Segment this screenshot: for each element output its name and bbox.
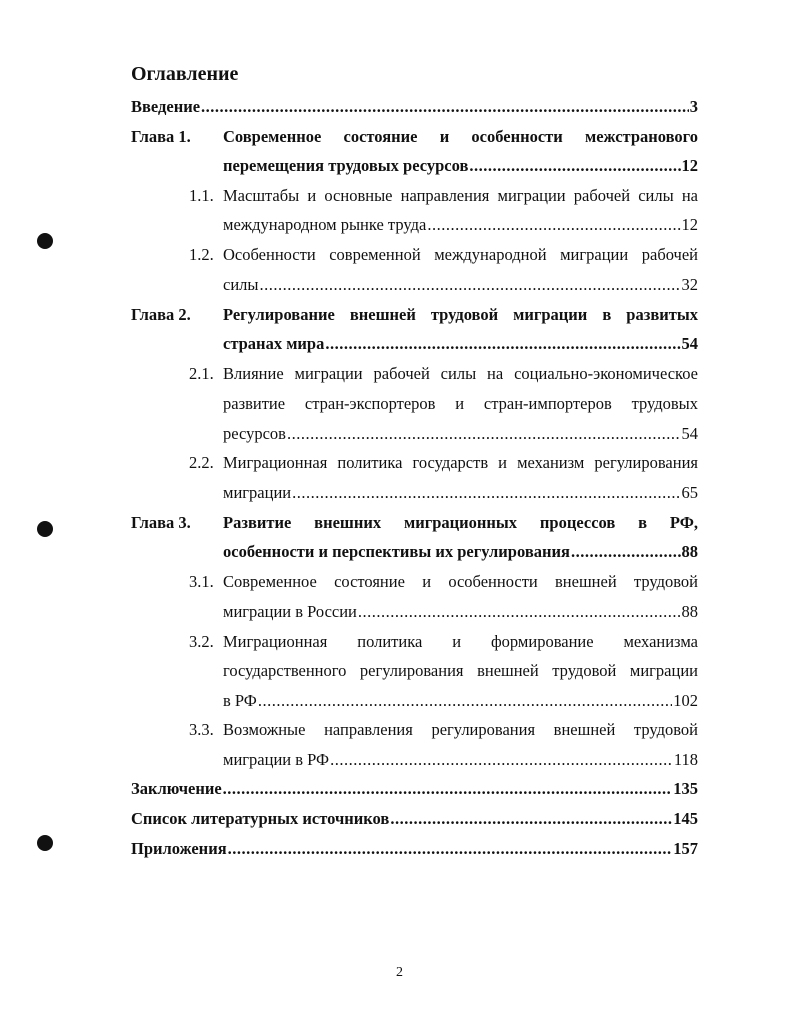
section-title-line: миграции в России [223,602,357,621]
dot-leader [223,778,673,800]
toc-page-number: 12 [681,215,698,234]
punch-hole-icon [37,233,53,249]
toc-label: Приложения [131,839,227,858]
section-title-line[interactable]: Возможные направления регулирования внешней трудовой [223,720,698,739]
toc-entry-section-1-2[interactable] [223,274,698,296]
section-number: 3.1. [189,572,214,591]
toc-page-number: 118 [673,750,698,769]
section-number: 3.3. [189,720,214,739]
page-title: Оглавление [131,63,239,85]
section-number: 3.2. [189,632,214,651]
toc-label: Список литературных источников [131,809,390,828]
toc-entry-section-2-1[interactable] [223,423,698,445]
toc-page-number: 12 [681,156,698,175]
toc-entry-section-3-1[interactable] [223,601,698,623]
dot-leader [325,333,680,355]
dot-leader [292,482,680,504]
toc-page-number: 32 [681,275,698,294]
dot-leader [469,155,680,177]
chapter-label: Глава 1. [131,127,191,146]
dot-leader [259,274,680,296]
toc-page-number: 54 [681,424,698,443]
section-title-line: международном рынке труда [223,215,427,234]
toc-entry-chapter-1[interactable] [223,155,698,177]
toc-entry-section-2-2[interactable] [223,482,698,504]
toc-page-number: 145 [673,809,698,828]
page-number: 2 [396,965,403,980]
section-title-line[interactable]: Современное состояние и особенности внешней трудовой [223,572,698,591]
section-title-line[interactable]: Влияние миграции рабочей силы на социально-экономическое [223,364,698,383]
toc-page-number: 102 [673,691,698,710]
toc-entry-intro[interactable] [131,96,698,118]
section-number: 1.2. [189,245,214,264]
chapter-label: Глава 2. [131,305,191,324]
dot-leader [330,749,673,771]
toc-page-number: 88 [681,542,698,561]
section-title-line[interactable]: Миграционная политика государств и механизм регулирования [223,453,698,472]
toc-label: Введение [131,97,201,116]
toc-entry-references[interactable] [131,808,698,830]
toc-page-number: 157 [673,839,698,858]
toc-entry-section-3-2[interactable] [223,690,698,712]
toc-entry-section-1-1[interactable] [223,214,698,236]
toc-label: Заключение [131,779,222,798]
toc-page-number: 3 [689,97,698,116]
chapter-title-line: странах мира [223,334,325,353]
dot-leader [201,96,689,118]
section-title-line[interactable]: Миграционная политика и формирование механизма [223,632,698,651]
dot-leader [571,541,681,563]
section-number: 2.2. [189,453,214,472]
dot-leader [287,423,681,445]
toc-entry-section-3-3[interactable] [223,749,698,771]
toc-page-number: 88 [681,602,698,621]
section-title-line: в РФ [223,691,257,710]
dot-leader [228,838,673,860]
section-title-line: миграции в РФ [223,750,330,769]
chapter-title-line: особенности и перспективы их регулирования [223,542,570,561]
section-number: 1.1. [189,186,214,205]
punch-hole-icon [37,521,53,537]
toc-page-number: 65 [681,483,698,502]
dot-leader [390,808,672,830]
chapter-title-line[interactable]: Развитие внешних миграционных процессов в РФ, [223,513,698,532]
section-title-line[interactable]: развитие стран-экспортеров и стран-импортеров трудовых [223,394,698,413]
chapter-title-line[interactable]: Регулирование внешней трудовой миграции в развитых [223,305,698,324]
toc-entry-chapter-2[interactable] [223,333,698,355]
toc-page-number: 135 [673,779,698,798]
toc-entry-appendix[interactable] [131,838,698,860]
punch-hole-icon [37,835,53,851]
chapter-label: Глава 3. [131,513,191,532]
section-number: 2.1. [189,364,214,383]
section-title-line[interactable]: Масштабы и основные направления миграции рабочей силы на [223,186,698,205]
toc-page-number: 54 [681,334,698,353]
section-title-line: силы [223,275,259,294]
toc-entry-chapter-3[interactable] [223,541,698,563]
section-title-line: миграции [223,483,292,502]
chapter-title-line[interactable]: Современное состояние и особенности межстранового [223,127,698,146]
dot-leader [258,690,672,712]
section-title-line: ресурсов [223,424,286,443]
chapter-title-line: перемещения трудовых ресурсов [223,156,469,175]
section-title-line[interactable]: государственного регулирования внешней трудовой миграции [223,661,698,680]
dot-leader [427,214,680,236]
dot-leader [358,601,681,623]
section-title-line[interactable]: Особенности современной международной миграции рабочей [223,245,698,264]
toc-entry-conclusion[interactable] [131,778,698,800]
